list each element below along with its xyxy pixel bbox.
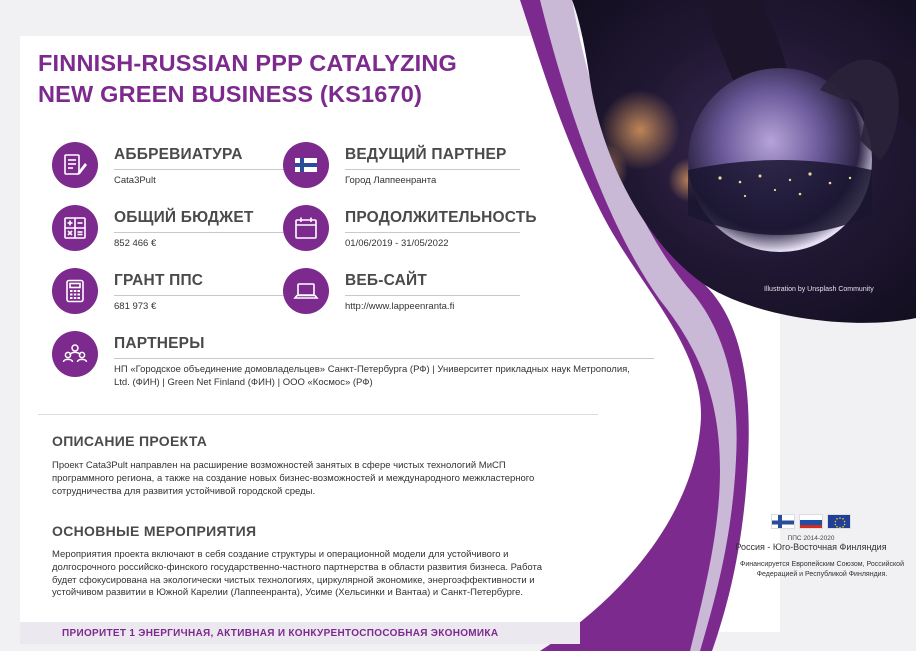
duration-label: ПРОДОЛЖИТЕЛЬНОСТЬ (345, 209, 537, 226)
acronym-label: АББРЕВИАТУРА (114, 146, 243, 163)
title-line-1: FINNISH-RUSSIAN PPP CATALYZING (38, 50, 458, 76)
project-title (38, 48, 518, 110)
lead-partner-label: ВЕДУЩИЙ ПАРТНЕР (345, 146, 507, 163)
acronym-value: Cata3Pult (114, 175, 156, 186)
program-funding: Финансируется Европейским Союзом, Российской Федерацией и Республикой Финляндия. (740, 561, 904, 578)
grant-label: ГРАНТ ППС (114, 272, 204, 289)
partners-label: ПАРТНЕРЫ (114, 335, 205, 352)
calculator-grid-icon (52, 205, 98, 251)
laptop-icon (283, 268, 329, 314)
russia-flag-icon (799, 514, 823, 529)
image-credit: Illustration by Unsplash Community (764, 286, 874, 293)
program-name: Россия - Юго-Восточная Финляндия (735, 542, 887, 552)
divider (114, 295, 289, 296)
divider (345, 295, 520, 296)
divider (114, 232, 289, 233)
title-line-2: NEW GREEN BUSINESS (KS1670) (38, 81, 423, 107)
priority-text: ПРИОРИТЕТ 1 ЭНЕРГИЧНАЯ, АКТИВНАЯ И КОНКУРЕНТОСПОСОБНАЯ ЭКОНОМИКА (62, 628, 499, 639)
eu-flag-icon (827, 514, 851, 529)
duration-value: 01/06/2019 - 31/05/2022 (345, 238, 449, 249)
website-label: ВЕБ-САЙТ (345, 272, 428, 289)
description-title: ОПИСАНИЕ ПРОЕКТА (52, 433, 208, 449)
lead-partner-value: Город Лаппеенранта (345, 175, 437, 186)
divider (114, 358, 654, 359)
program-logo (700, 514, 904, 580)
activities-title: ОСНОВНЫЕ МЕРОПРИЯТИЯ (52, 523, 257, 539)
finland-flag-icon (771, 514, 795, 529)
budget-label: ОБЩИЙ БЮДЖЕТ (114, 209, 254, 226)
people-group-icon (52, 331, 98, 377)
grant-value: 681 973 € (114, 301, 157, 312)
divider (345, 232, 520, 233)
description-text: Проект Cata3Pult направлен на расширение возможностей занятых в сфере чистых технологий МиСП программного региона, а также на создание новых бизнес-возможностей и международного межкластерного сотрудничества для развития устойчивой городской среды. (52, 460, 535, 497)
website-link[interactable]: http://www.lappeenranta.fi (345, 301, 455, 312)
partners-value: НП «Городское объединение домовладельцев» Санкт-Петербурга (РФ) | Университет прикладных наук Метрополия, Ltd. (ФИН) | Green Net Finland (ФИН) | ООО «Космос» (РФ) (114, 364, 630, 388)
calculator-icon (52, 268, 98, 314)
divider (114, 169, 289, 170)
calendar-icon (283, 205, 329, 251)
section-divider (38, 414, 598, 415)
document-pen-icon (52, 142, 98, 188)
divider (345, 169, 520, 170)
program-code: ППС 2014-2020 (787, 535, 835, 542)
finland-flag-icon (283, 142, 329, 188)
activities-text: Мероприятия проекта включают в себя создание структуры и операционной модели для устойчивого и долгосрочного российско-финского государственно-частного партнерства в области развития бизнеса. Работа будет сфокусирована на экологически чистых технологиях, циркулярной экономике, энергоэффективности и устойчивом развитии в Южной Карелии (Лаппеенранта), Усиме (Хельсинки и Вантаа) и Санкт-Петербурге. (52, 549, 542, 599)
flags-row (722, 514, 900, 529)
budget-value: 852 466 € (114, 238, 157, 249)
